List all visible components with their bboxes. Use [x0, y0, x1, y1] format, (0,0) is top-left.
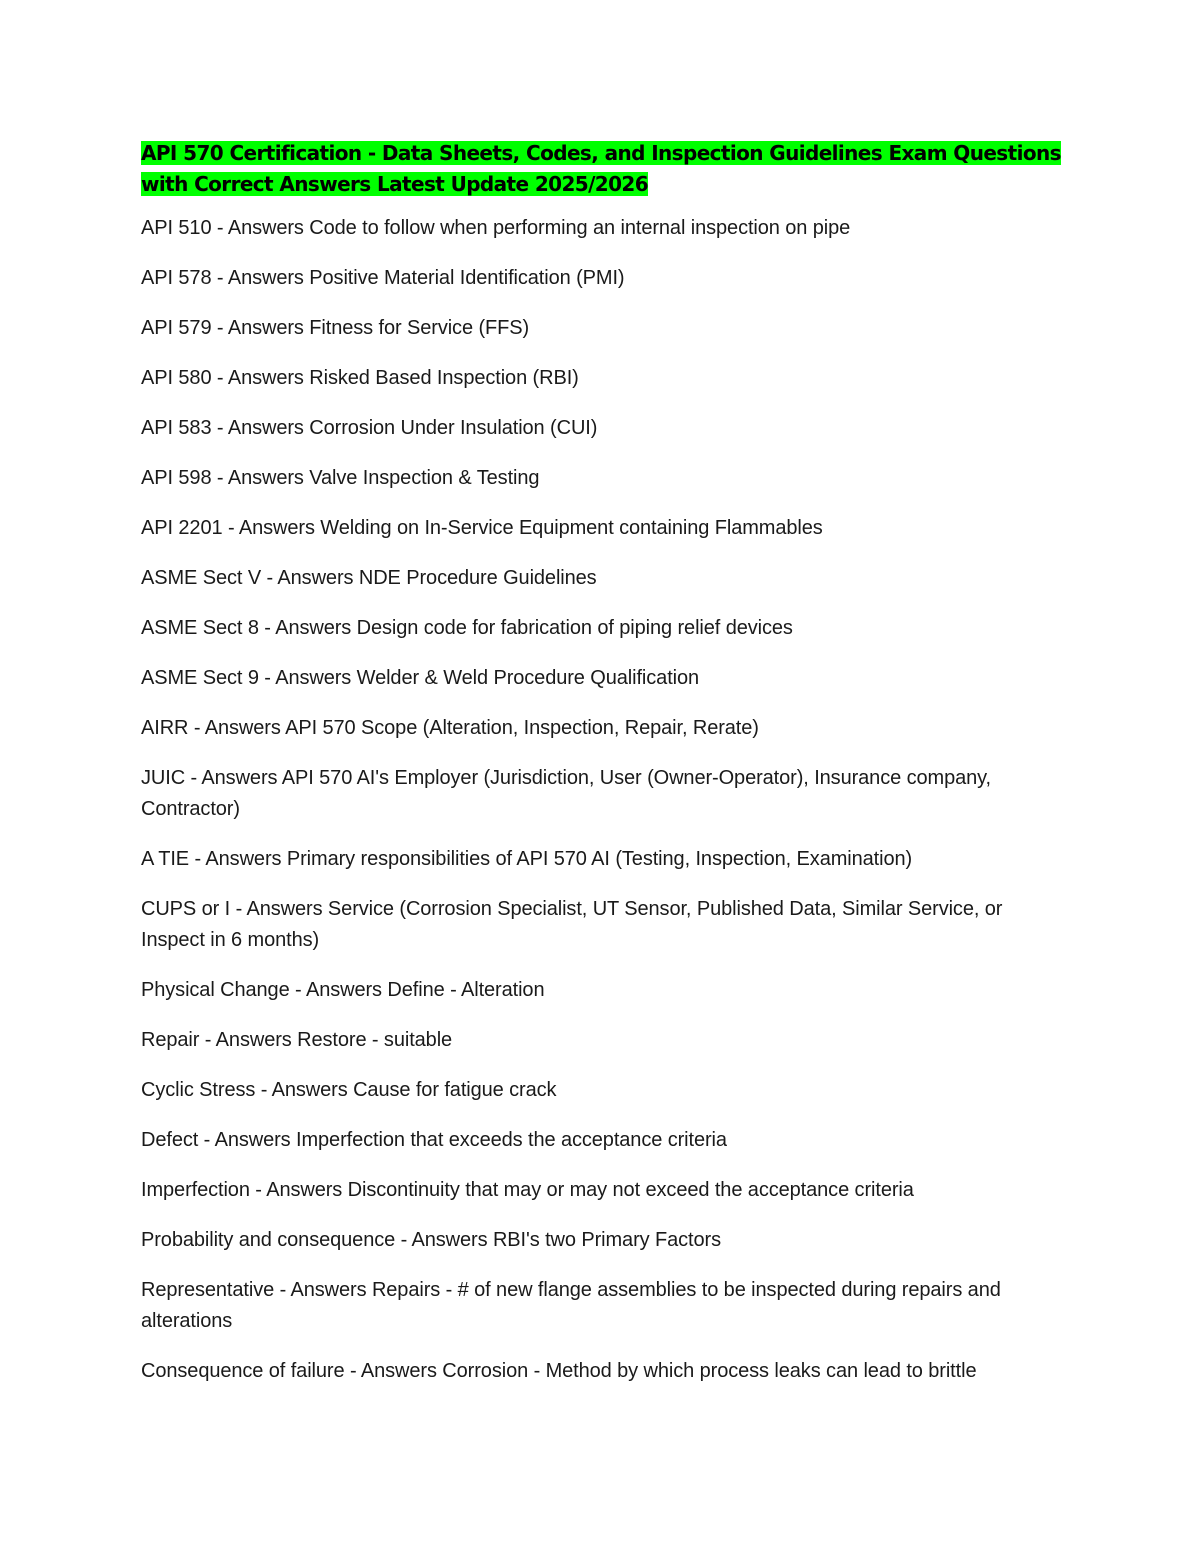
qa-entry: Repair - Answers Restore - suitable [141, 1029, 453, 1051]
qa-entry: API 583 - Answers Corrosion Under Insulation (CUI) [141, 417, 598, 439]
qa-entry: A TIE - Answers Primary responsibilities of API 570 AI (Testing, Inspection, Examination) [141, 848, 913, 870]
qa-entry: API 2201 - Answers Welding on In-Service Equipment containing Flammables [141, 517, 823, 539]
qa-entry: API 510 - Answers Code to follow when performing an internal inspection on pipe [141, 217, 851, 239]
qa-entry: JUIC - Answers API 570 AI's Employer (Jurisdiction, User (Owner-Operator), Insurance company, Contractor) [141, 767, 992, 820]
document-title-highlight: API 570 Certification - Data Sheets, Codes, and Inspection Guidelines Exam Questions with Correct Answers Latest Update 2025/2026 [141, 141, 1061, 196]
qa-entry: API 580 - Answers Risked Based Inspection (RBI) [141, 367, 579, 389]
document-title [141, 138, 1071, 200]
qa-entry: ASME Sect V - Answers NDE Procedure Guidelines [141, 567, 597, 589]
qa-entry: Representative - Answers Repairs - # of new flange assemblies to be inspected during repairs and alterations [141, 1279, 1001, 1332]
document-page [141, 138, 1071, 1406]
qa-entry: Probability and consequence - Answers RBI's two Primary Factors [141, 1229, 721, 1251]
qa-entry: Consequence of failure - Answers Corrosion - Method by which process leaks can lead to brittle [141, 1360, 977, 1382]
qa-entry: Physical Change - Answers Define - Alteration [141, 979, 545, 1001]
qa-entry: AIRR - Answers API 570 Scope (Alteration, Inspection, Repair, Rerate) [141, 717, 759, 739]
qa-entry: Imperfection - Answers Discontinuity that may or may not exceed the acceptance criteria [141, 1179, 914, 1201]
qa-entry: CUPS or I - Answers Service (Corrosion Specialist, UT Sensor, Published Data, Similar Service, or Inspect in 6 months) [141, 898, 1003, 951]
qa-entry: API 598 - Answers Valve Inspection & Testing [141, 467, 540, 489]
qa-entry: Defect - Answers Imperfection that exceeds the acceptance criteria [141, 1129, 727, 1151]
qa-list [141, 213, 1071, 1387]
qa-entry: API 579 - Answers Fitness for Service (FFS) [141, 317, 530, 339]
qa-entry: API 578 - Answers Positive Material Identification (PMI) [141, 267, 625, 289]
qa-entry: ASME Sect 9 - Answers Welder & Weld Procedure Qualification [141, 667, 700, 689]
qa-entry: ASME Sect 8 - Answers Design code for fabrication of piping relief devices [141, 617, 793, 639]
qa-entry: Cyclic Stress - Answers Cause for fatigue crack [141, 1079, 557, 1101]
